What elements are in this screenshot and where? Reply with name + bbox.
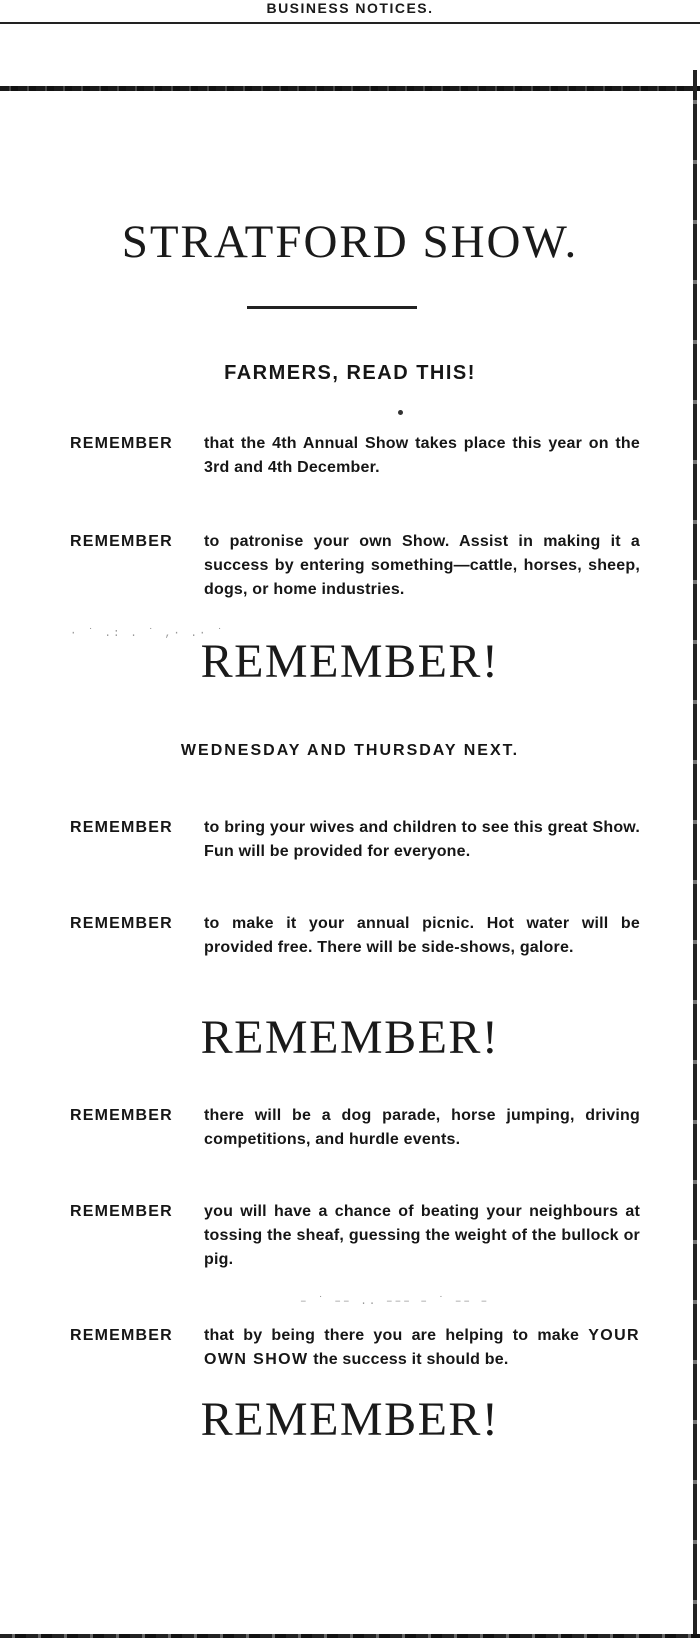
title-rule: [247, 306, 417, 309]
ink-dot: [398, 410, 403, 415]
entry-text: there will be a dog parade, horse jumping, driving competitions, and hurdle events.: [204, 1107, 640, 1148]
remember-banner: REMEMBER!: [200, 635, 500, 688]
entry-lead: REMEMBER: [70, 1107, 173, 1124]
remember-banner: REMEMBER!: [200, 1011, 500, 1064]
entry-lead: REMEMBER: [70, 819, 173, 836]
notice-entry: [70, 1104, 640, 1152]
entry-lead: REMEMBER: [70, 1203, 173, 1220]
show-days: WEDNESDAY AND THURSDAY NEXT.: [180, 742, 520, 759]
entry-lead: REMEMBER: [70, 435, 173, 452]
border-rule-bottom: [0, 1634, 700, 1638]
entry-text: that the 4th Annual Show takes place this year on the 3rd and 4th December.: [204, 435, 640, 476]
entry-text: to make it your annual picnic. Hot water will be provided free. There will be side-shows, galore.: [204, 915, 640, 956]
border-rule-top: [0, 86, 700, 91]
notice-entry: [70, 1324, 640, 1372]
entry-emphasis: YOUR OWN SHOW: [204, 1327, 641, 1368]
advert-subtitle: FARMERS, READ THIS!: [224, 362, 476, 384]
notice-entry: [70, 432, 640, 480]
entry-lead: REMEMBER: [70, 1327, 173, 1344]
print-smudge: · ˙ .: . ˙ ,· .· ˙: [70, 628, 225, 640]
section-heading: BUSINESS NOTICES.: [266, 0, 434, 16]
entry-lead: REMEMBER: [70, 533, 173, 550]
entry-text: you will have a chance of beating your neighbours at tossing the sheaf, guessing the weight of the bullock or pig.: [204, 1203, 640, 1268]
header-rule: [0, 22, 700, 24]
print-smudge: ‒ ˙ ‒‒ .. ‒‒‒ ‒ ˙ ‒‒ ‒: [300, 1296, 490, 1308]
remember-banner: REMEMBER!: [200, 1393, 500, 1446]
notice-entry: [70, 1200, 640, 1272]
section-header: [0, 0, 700, 24]
entry-text: to patronise your own Show. Assist in making it a success by entering something—cattle, horses, sheep, dogs, or home industries.: [204, 533, 640, 598]
advert-title: STRATFORD SHOW.: [121, 216, 579, 268]
entry-lead: REMEMBER: [70, 915, 173, 932]
notice-entry: [70, 912, 640, 960]
entry-text-tail: the success it should be.: [313, 1351, 509, 1368]
entry-text: that by being there you are helping to make: [204, 1327, 580, 1344]
notice-entry: [70, 530, 640, 602]
notice-entry: [70, 816, 640, 864]
entry-text: to bring your wives and children to see this great Show. Fun will be provided for everyone.: [204, 819, 640, 860]
